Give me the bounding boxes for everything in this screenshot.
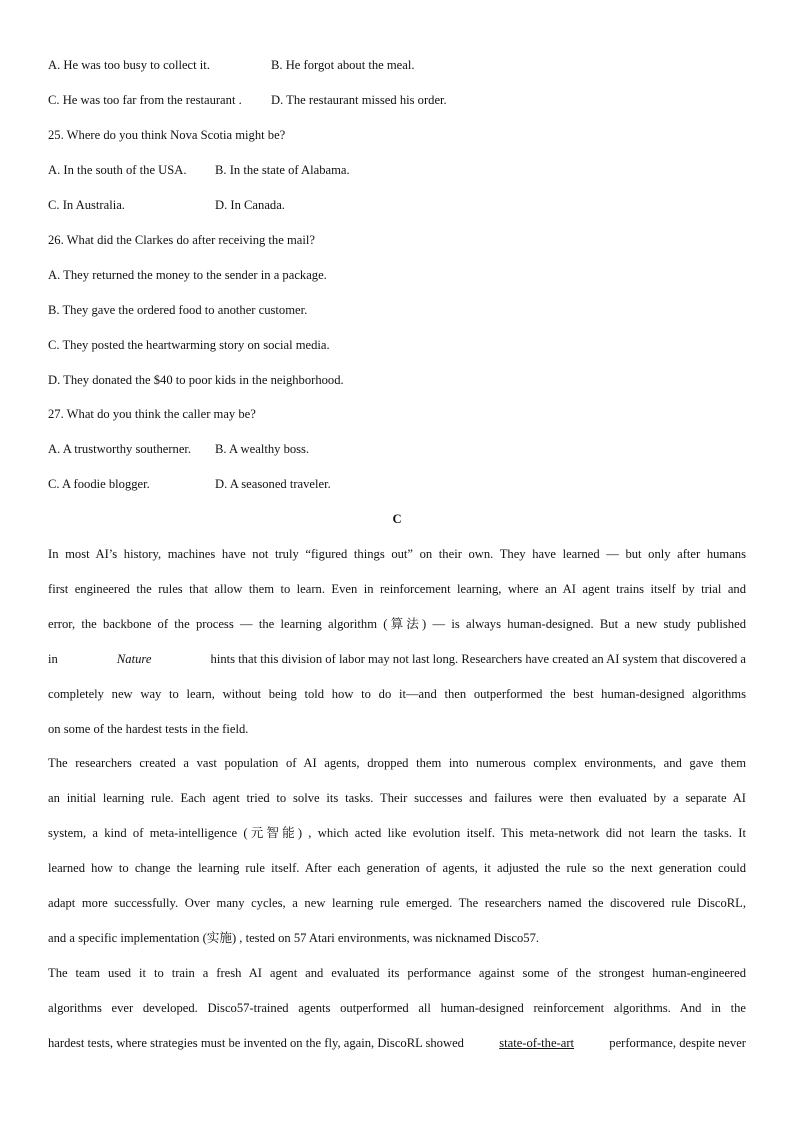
passage-line: error, the backbone of the process — the learning algorithm (算法) — is always human-designed. But a new study published [48,617,746,631]
passage-line: first engineered the rules that allow them to learn. Even in reinforcement learning, where an AI agent trains itself by trial and [48,582,746,596]
passage-line: algorithms ever developed. Disco57-trained agents outperformed all human-designed reinforcement algorithms. And in the [48,1001,746,1015]
passage-text: hints that this division of labor may not last long. Researchers have created an AI system that discovered a [210,652,746,666]
passage-text: in [48,652,58,666]
q27-option-b: B. A wealthy boss. [215,442,310,456]
passage-line: an initial learning rule. Each agent tried to solve its tasks. Their successes and failures were then evaluated by a separate AI [48,791,746,805]
q26-option-d: D. They donated the $40 to poor kids in the neighborhood. [48,373,344,387]
passage-text: performance, despite never [609,1036,746,1050]
passage-line-with-journal [48,650,746,668]
q27-option-c: C. A foodie blogger. [48,477,150,491]
q26-option-c: C. They posted the heartwarming story on social media. [48,338,330,352]
underlined-phrase: state-of-the-art [499,1036,575,1050]
q25-question: 25. Where do you think Nova Scotia might be? [48,128,286,142]
passage-line: adapt more successfully. Over many cycles, a new learning rule emerged. The researchers named the discovered rule DiscoRL, [48,896,746,910]
section-heading: C [392,512,402,526]
q27-question: 27. What do you think the caller may be? [48,407,256,421]
q26-option-a: A. They returned the money to the sender in a package. [48,268,327,282]
q25-option-c: C. In Australia. [48,198,125,212]
q25-option-b: B. In the state of Alabama. [215,163,350,177]
q24-option-b: B. He forgot about the meal. [271,58,415,72]
q26-question: 26. What did the Clarkes do after receiving the mail? [48,233,315,247]
passage-line: The team used it to train a fresh AI agent and evaluated its performance against some of the strongest human-engineered [48,966,746,980]
passage-line: The researchers created a vast population of AI agents, dropped them into numerous complex environments, and gave them [48,756,746,770]
q24-option-d: D. The restaurant missed his order. [271,93,447,107]
passage-line: In most AI’s history, machines have not truly “figured things out” on their own. They have learned — but only after humans [48,547,746,561]
passage-line: and a specific implementation (实施) , tested on 57 Atari environments, was nicknamed Disco57. [48,931,540,945]
journal-name: Nature [116,652,152,666]
q25-option-a: A. In the south of the USA. [48,163,187,177]
q24-option-c: C. He was too far from the restaurant . [48,93,242,107]
passage-text: hardest tests, where strategies must be invented on the fly, again, DiscoRL showed [48,1036,464,1050]
q27-option-a: A. A trustworthy southerner. [48,442,192,456]
q25-option-d: D. In Canada. [215,198,285,212]
passage-line: learned how to change the learning rule itself. After each generation of agents, it adjusted the rule so the next generation could [48,861,746,875]
q26-option-b: B. They gave the ordered food to another customer. [48,303,308,317]
passage-line-with-underline [48,1034,746,1052]
q27-option-d: D. A seasoned traveler. [215,477,331,491]
passage-line: completely new way to learn, without being told how to do it—and then outperformed the best human-designed algorithms [48,687,746,701]
passage-line: on some of the hardest tests in the field. [48,722,249,736]
q24-option-a: A. He was too busy to collect it. [48,58,210,72]
passage-line: system, a kind of meta-intelligence (元智能) , which acted like evolution itself. This meta-network did not learn the tasks. It [48,826,746,840]
